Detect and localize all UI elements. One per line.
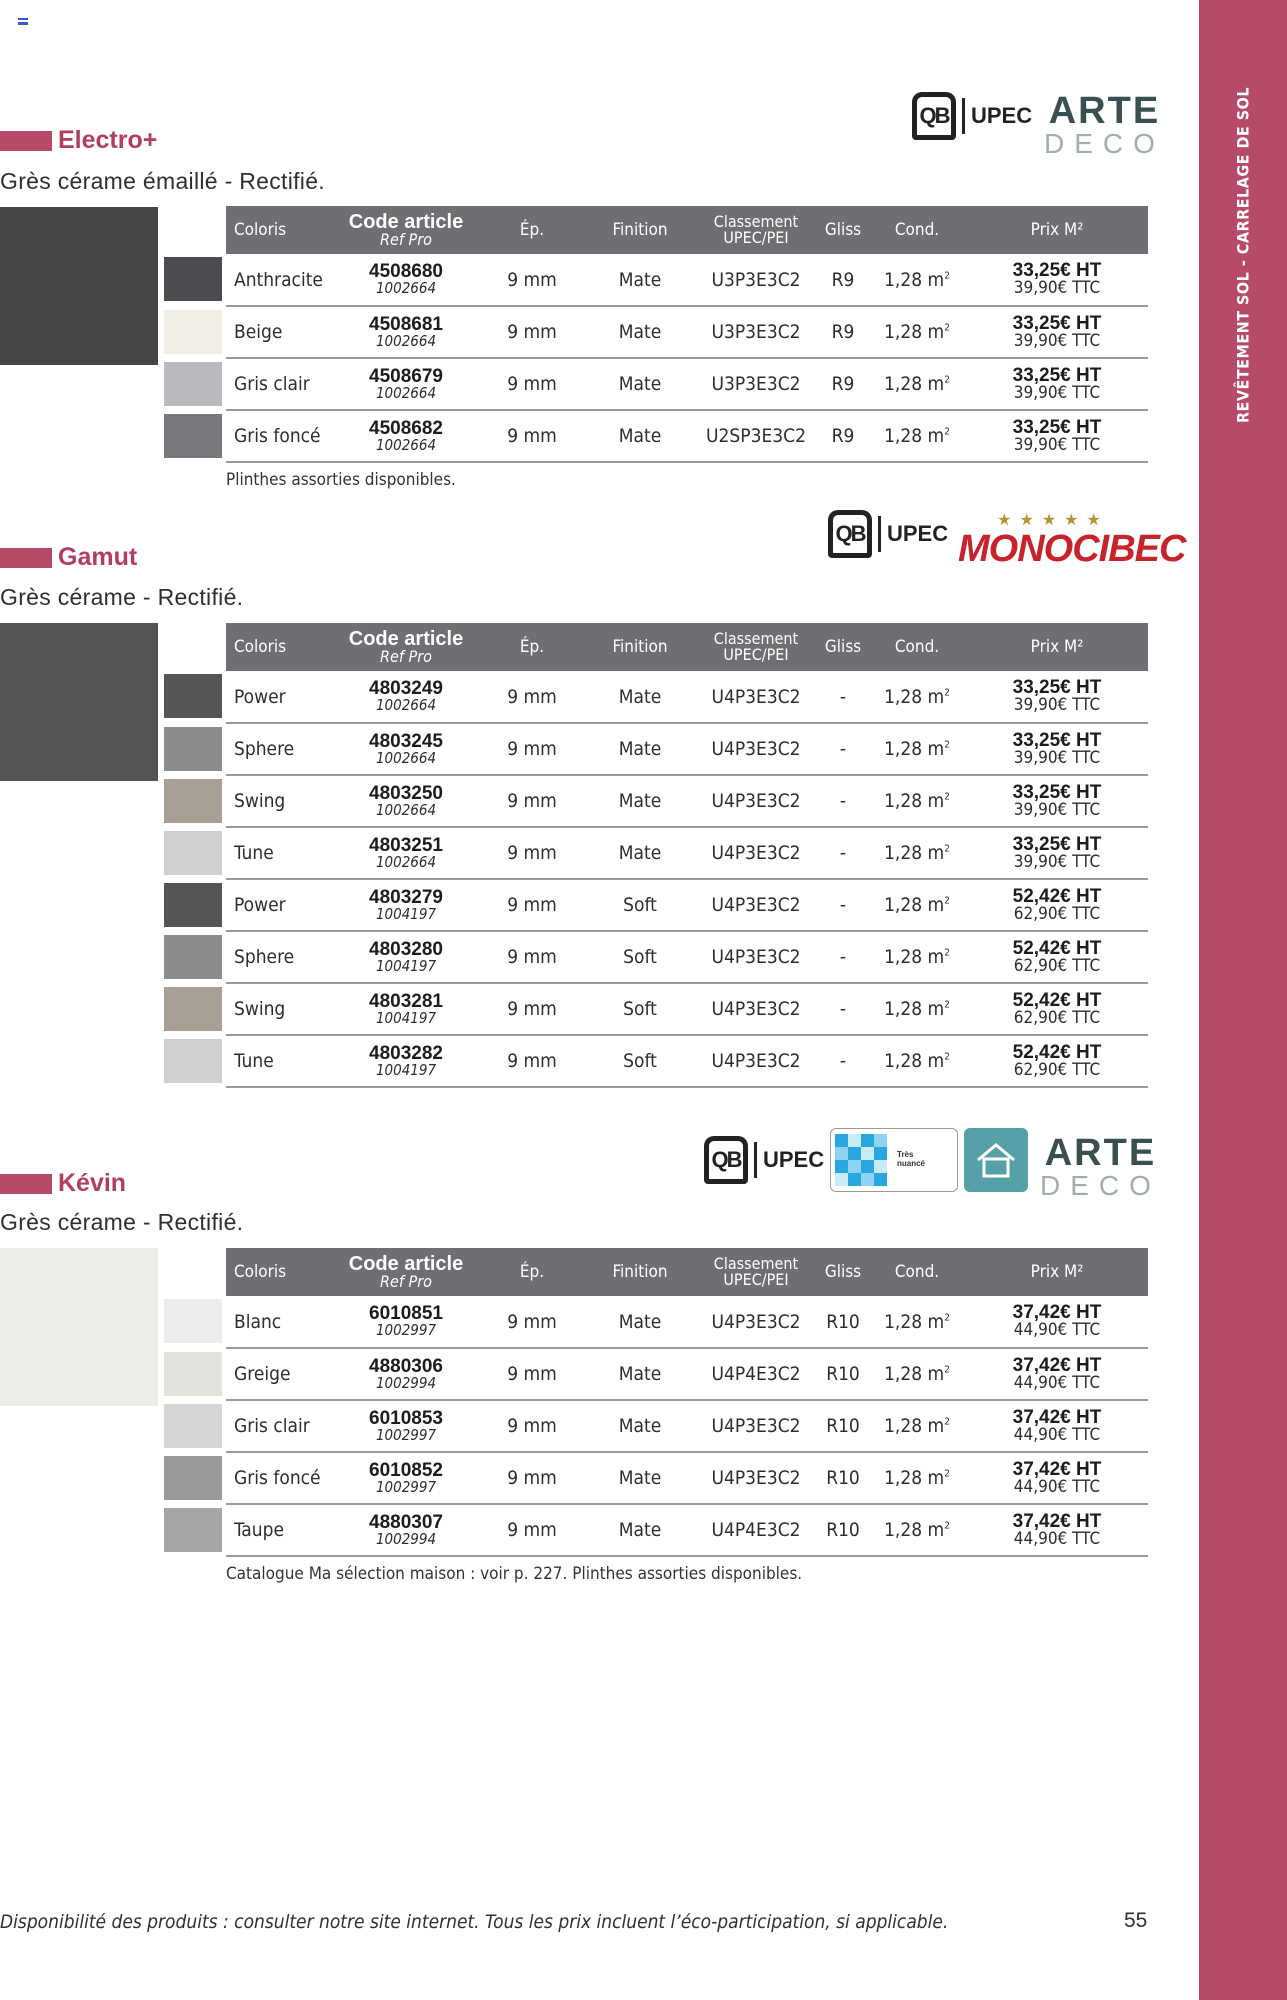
header-coloris: Coloris	[226, 1248, 334, 1296]
table-row	[226, 1296, 1148, 1348]
cell-coloris: Gris foncé	[226, 410, 334, 462]
cell-ep: 9 mm	[478, 1504, 586, 1556]
table-row	[226, 1348, 1148, 1400]
color-swatch	[164, 1352, 222, 1396]
header-finition: Finition	[586, 1248, 694, 1296]
table-row	[226, 1035, 1148, 1087]
section-marker	[0, 131, 52, 151]
cell-code: 4803279 1004197	[334, 879, 478, 931]
cell-code: 4508680 1002664	[334, 254, 478, 306]
table-row	[226, 983, 1148, 1035]
cell-ep: 9 mm	[478, 306, 586, 358]
monocibec-label: MONOCIBEC	[958, 528, 1186, 570]
cell-code: 4880307 1002994	[334, 1504, 478, 1556]
table-header	[226, 1248, 1148, 1296]
cell-classement: U4P4E3C2	[694, 1348, 818, 1400]
cell-coloris: Gris clair	[226, 1400, 334, 1452]
cell-cond: 1,28 $m^2$	[868, 1400, 966, 1452]
cell-prix: 52,42€ HT 62,90€ TTC	[966, 983, 1148, 1035]
cell-finition: Mate	[586, 775, 694, 827]
cell-ep: 9 mm	[478, 827, 586, 879]
table-row	[226, 1452, 1148, 1504]
cell-classement: U4P3E3C2	[694, 671, 818, 723]
cell-code: 4508679 1002664	[334, 358, 478, 410]
cell-code: 4508682 1002664	[334, 410, 478, 462]
cell-ep: 9 mm	[478, 931, 586, 983]
qb-mark-icon: QB	[704, 1136, 748, 1184]
monocibec-logo	[958, 510, 1186, 570]
color-swatch	[164, 883, 222, 927]
color-swatch	[164, 310, 222, 354]
cell-prix: 37,42€ HT 44,90€ TTC	[966, 1348, 1148, 1400]
product-table	[226, 1248, 1148, 1557]
cell-classement: U4P3E3C2	[694, 1296, 818, 1348]
cell-gliss: R9	[818, 254, 868, 306]
cell-ep: 9 mm	[478, 983, 586, 1035]
product-swatch-image	[0, 1248, 158, 1406]
header-prix: Prix M²	[966, 623, 1148, 671]
cell-prix: 33,25€ HT 39,90€ TTC	[966, 671, 1148, 723]
header-ep: Ép.	[478, 206, 586, 254]
cell-finition: Soft	[586, 1035, 694, 1087]
cell-finition: Mate	[586, 410, 694, 462]
section-note: Catalogue Ma sélection maison : voir p. 227. Plinthes assorties disponibles.	[226, 1564, 803, 1584]
cell-coloris: Tune	[226, 827, 334, 879]
section-subtitle: Grès cérame - Rectifié.	[0, 584, 244, 610]
cell-coloris: Gris foncé	[226, 1452, 334, 1504]
header-ep: Ép.	[478, 1248, 586, 1296]
cell-code: 6010851 1002997	[334, 1296, 478, 1348]
qb-upec-logo	[912, 92, 1032, 140]
product-swatch-image	[0, 207, 158, 365]
cell-code: 6010853 1002997	[334, 1400, 478, 1452]
cell-ep: 9 mm	[478, 1296, 586, 1348]
product-table	[226, 206, 1148, 463]
cell-classement: U3P3E3C2	[694, 254, 818, 306]
cell-cond: 1,28 $m^2$	[868, 1035, 966, 1087]
color-swatch	[164, 1508, 222, 1552]
upec-label: UPEC	[878, 516, 948, 552]
section-note: Plinthes assorties disponibles.	[226, 470, 456, 490]
section-marker	[0, 548, 52, 568]
cell-prix: 37,42€ HT 44,90€ TTC	[966, 1400, 1148, 1452]
table-row	[226, 671, 1148, 723]
cell-cond: 1,28 $m^2$	[868, 410, 966, 462]
cell-prix: 52,42€ HT 62,90€ TTC	[966, 879, 1148, 931]
cell-prix: 33,25€ HT 39,90€ TTC	[966, 254, 1148, 306]
cell-gliss: -	[818, 827, 868, 879]
arte-top: ARTE	[1048, 90, 1161, 132]
cell-cond: 1,28 $m^2$	[868, 671, 966, 723]
cell-finition: Mate	[586, 723, 694, 775]
upec-label: UPEC	[962, 98, 1032, 134]
cell-ep: 9 mm	[478, 410, 586, 462]
footer-disclaimer: Disponibilité des produits : consulter notre site internet. Tous les prix incluent l’éco-participation, si applicable.	[0, 1911, 949, 1933]
header-finition: Finition	[586, 206, 694, 254]
cell-prix: 33,25€ HT 39,90€ TTC	[966, 827, 1148, 879]
cell-classement: U4P3E3C2	[694, 723, 818, 775]
color-swatch	[164, 779, 222, 823]
cell-coloris: Taupe	[226, 1504, 334, 1556]
cell-gliss: R10	[818, 1348, 868, 1400]
table-row	[226, 931, 1148, 983]
header-gliss: Gliss	[818, 623, 868, 671]
cell-coloris: Greige	[226, 1348, 334, 1400]
header-cond: Cond.	[868, 1248, 966, 1296]
cell-finition: Mate	[586, 1400, 694, 1452]
cell-gliss: R10	[818, 1296, 868, 1348]
cell-prix: 37,42€ HT 44,90€ TTC	[966, 1296, 1148, 1348]
nuance-label: Très nuancé	[897, 1150, 926, 1168]
cell-gliss: -	[818, 723, 868, 775]
house-icon	[964, 1128, 1028, 1192]
upec-label: UPEC	[754, 1142, 824, 1178]
table-row	[226, 1504, 1148, 1556]
cell-cond: 1,28 $m^2$	[868, 358, 966, 410]
cell-finition: Mate	[586, 1452, 694, 1504]
header-coloris: Coloris	[226, 623, 334, 671]
header-classement: Classement UPEC/PEI	[694, 1248, 818, 1296]
cell-code: 4803282 1004197	[334, 1035, 478, 1087]
cell-gliss: -	[818, 775, 868, 827]
header-cond: Cond.	[868, 623, 966, 671]
header-ep: Ép.	[478, 623, 586, 671]
arte-deco-logo	[1044, 92, 1165, 158]
color-swatch	[164, 987, 222, 1031]
cell-gliss: R9	[818, 358, 868, 410]
cell-finition: Soft	[586, 879, 694, 931]
cell-finition: Mate	[586, 306, 694, 358]
table-row	[226, 879, 1148, 931]
cell-ep: 9 mm	[478, 723, 586, 775]
cell-ep: 9 mm	[478, 358, 586, 410]
cell-code: 4803245 1002664	[334, 723, 478, 775]
cell-code: 4803281 1004197	[334, 983, 478, 1035]
nuance-grid-icon	[835, 1134, 887, 1186]
header-code: Code article Ref Pro	[334, 1248, 478, 1296]
qb-mark-icon: QB	[828, 510, 872, 558]
cell-finition: Mate	[586, 827, 694, 879]
table-row	[226, 723, 1148, 775]
cell-classement: U4P3E3C2	[694, 879, 818, 931]
cell-ep: 9 mm	[478, 775, 586, 827]
cell-cond: 1,28 $m^2$	[868, 931, 966, 983]
cell-coloris: Swing	[226, 983, 334, 1035]
cell-cond: 1,28 $m^2$	[868, 1296, 966, 1348]
cell-coloris: Beige	[226, 306, 334, 358]
table-row	[226, 827, 1148, 879]
arte-bottom: DECO	[1040, 1170, 1161, 1201]
arte-deco-logo-3	[1040, 1134, 1161, 1200]
header-cond: Cond.	[868, 206, 966, 254]
cell-prix: 37,42€ HT 44,90€ TTC	[966, 1452, 1148, 1504]
cell-coloris: Power	[226, 879, 334, 931]
qb-upec-logo-3	[704, 1136, 824, 1184]
cell-gliss: R10	[818, 1504, 868, 1556]
cell-ep: 9 mm	[478, 1452, 586, 1504]
cell-ep: 9 mm	[478, 671, 586, 723]
cell-cond: 1,28 $m^2$	[868, 723, 966, 775]
menu-icon[interactable]	[18, 18, 28, 25]
cell-cond: 1,28 $m^2$	[868, 1452, 966, 1504]
cell-gliss: R10	[818, 1452, 868, 1504]
cell-gliss: -	[818, 1035, 868, 1087]
cell-cond: 1,28 $m^2$	[868, 879, 966, 931]
header-finition: Finition	[586, 623, 694, 671]
color-swatch	[164, 1456, 222, 1500]
header-classement: Classement UPEC/PEI	[694, 623, 818, 671]
section-subtitle: Grès cérame émaillé - Rectifié.	[0, 168, 325, 194]
table-header	[226, 206, 1148, 254]
product-table	[226, 623, 1148, 1088]
color-swatch	[164, 362, 222, 406]
cell-code: 4508681 1002664	[334, 306, 478, 358]
cell-coloris: Sphere	[226, 723, 334, 775]
table-row	[226, 306, 1148, 358]
cell-prix: 33,25€ HT 39,90€ TTC	[966, 723, 1148, 775]
cell-finition: Mate	[586, 671, 694, 723]
color-swatch	[164, 727, 222, 771]
cell-classement: U4P3E3C2	[694, 1035, 818, 1087]
cell-code: 4803249 1002664	[334, 671, 478, 723]
cell-coloris: Sphere	[226, 931, 334, 983]
cell-cond: 1,28 $m^2$	[868, 983, 966, 1035]
cell-prix: 33,25€ HT 39,90€ TTC	[966, 775, 1148, 827]
cell-finition: Mate	[586, 254, 694, 306]
cell-cond: 1,28 $m^2$	[868, 1504, 966, 1556]
cell-gliss: R9	[818, 410, 868, 462]
cell-gliss: -	[818, 671, 868, 723]
header-gliss: Gliss	[818, 1248, 868, 1296]
cell-coloris: Blanc	[226, 1296, 334, 1348]
cell-classement: U2SP3E3C2	[694, 410, 818, 462]
cell-gliss: -	[818, 879, 868, 931]
table-header	[226, 623, 1148, 671]
header-code: Code article Ref Pro	[334, 623, 478, 671]
cell-cond: 1,28 $m^2$	[868, 254, 966, 306]
cell-coloris: Swing	[226, 775, 334, 827]
cell-classement: U4P3E3C2	[694, 1400, 818, 1452]
cell-classement: U4P3E3C2	[694, 1452, 818, 1504]
cell-code: 4803251 1002664	[334, 827, 478, 879]
header-gliss: Gliss	[818, 206, 868, 254]
color-swatch	[164, 414, 222, 458]
header-code: Code article Ref Pro	[334, 206, 478, 254]
cell-gliss: -	[818, 931, 868, 983]
color-swatch	[164, 935, 222, 979]
cell-cond: 1,28 $m^2$	[868, 1348, 966, 1400]
cell-finition: Soft	[586, 983, 694, 1035]
header-classement: Classement UPEC/PEI	[694, 206, 818, 254]
page-number: 55	[1124, 1909, 1148, 1932]
cell-gliss: R9	[818, 306, 868, 358]
cell-classement: U4P3E3C2	[694, 983, 818, 1035]
sidebar-category-label: REVÊTEMENT SOL - CARRELAGE DE SOL	[1233, 86, 1253, 424]
cell-classement: U3P3E3C2	[694, 358, 818, 410]
cell-finition: Mate	[586, 1504, 694, 1556]
qb-upec-logo-2	[828, 510, 948, 558]
cell-code: 4880306 1002994	[334, 1348, 478, 1400]
header-coloris: Coloris	[226, 206, 334, 254]
table-row	[226, 254, 1148, 306]
cell-coloris: Power	[226, 671, 334, 723]
cell-classement: U4P3E3C2	[694, 827, 818, 879]
color-swatch	[164, 674, 222, 718]
cell-ep: 9 mm	[478, 1348, 586, 1400]
section-marker	[0, 1174, 52, 1194]
color-swatch	[164, 1299, 222, 1343]
cell-prix: 33,25€ HT 39,90€ TTC	[966, 410, 1148, 462]
stars-icon: ★★★★★	[997, 512, 1109, 529]
section-title: Electro+	[58, 126, 158, 154]
table-row	[226, 1400, 1148, 1452]
cell-prix: 52,42€ HT 62,90€ TTC	[966, 1035, 1148, 1087]
header-prix: Prix M²	[966, 206, 1148, 254]
cell-cond: 1,28 $m^2$	[868, 775, 966, 827]
color-swatch	[164, 257, 222, 301]
cell-coloris: Gris clair	[226, 358, 334, 410]
cell-gliss: -	[818, 983, 868, 1035]
cell-ep: 9 mm	[478, 1035, 586, 1087]
qb-mark-icon: QB	[912, 92, 956, 140]
cell-prix: 37,42€ HT 44,90€ TTC	[966, 1504, 1148, 1556]
cell-prix: 52,42€ HT 62,90€ TTC	[966, 931, 1148, 983]
cell-ep: 9 mm	[478, 254, 586, 306]
arte-top: ARTE	[1044, 1132, 1157, 1174]
arte-bottom: DECO	[1044, 128, 1165, 159]
product-swatch-image	[0, 623, 158, 781]
cell-prix: 33,25€ HT 39,90€ TTC	[966, 358, 1148, 410]
color-swatch	[164, 1404, 222, 1448]
section-title: Kévin	[58, 1169, 127, 1197]
cell-code: 6010852 1002997	[334, 1452, 478, 1504]
cell-coloris: Tune	[226, 1035, 334, 1087]
cell-classement: U3P3E3C2	[694, 306, 818, 358]
cell-prix: 33,25€ HT 39,90€ TTC	[966, 306, 1148, 358]
cell-ep: 9 mm	[478, 1400, 586, 1452]
tres-nuance-badge	[830, 1128, 958, 1192]
table-row	[226, 358, 1148, 410]
cell-ep: 9 mm	[478, 879, 586, 931]
cell-finition: Mate	[586, 358, 694, 410]
cell-classement: U4P3E3C2	[694, 775, 818, 827]
cell-finition: Mate	[586, 1348, 694, 1400]
header-prix: Prix M²	[966, 1248, 1148, 1296]
section-subtitle: Grès cérame - Rectifié.	[0, 1209, 244, 1235]
table-row	[226, 410, 1148, 462]
cell-classement: U4P4E3C2	[694, 1504, 818, 1556]
cell-code: 4803250 1002664	[334, 775, 478, 827]
cell-gliss: R10	[818, 1400, 868, 1452]
color-swatch	[164, 1039, 222, 1083]
cell-code: 4803280 1004197	[334, 931, 478, 983]
cell-classement: U4P3E3C2	[694, 931, 818, 983]
table-row	[226, 775, 1148, 827]
cell-cond: 1,28 $m^2$	[868, 306, 966, 358]
cell-finition: Mate	[586, 1296, 694, 1348]
cell-coloris: Anthracite	[226, 254, 334, 306]
color-swatch	[164, 831, 222, 875]
section-title: Gamut	[58, 543, 138, 571]
cell-finition: Soft	[586, 931, 694, 983]
cell-cond: 1,28 $m^2$	[868, 827, 966, 879]
